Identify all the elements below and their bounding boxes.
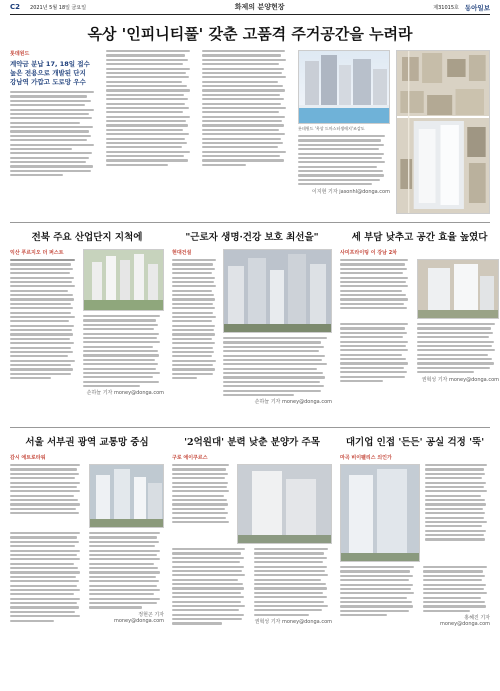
article-hyundai-tag: 현대건설: [172, 250, 192, 256]
article-hyundai-byline: 손하늘 기자 money@donga.com: [254, 399, 332, 406]
page-header: [10, 0, 490, 15]
article-gangseo-tag: 감시 에트로타워: [10, 455, 46, 461]
article-magok-tag: 마곡 비이팰리스 의인가: [340, 455, 392, 461]
article-guro: [172, 432, 332, 682]
article-magok: [340, 432, 490, 682]
article-gangseo-photo: [89, 464, 164, 528]
article-gangnam: [340, 227, 499, 423]
top-story-media: [298, 50, 490, 218]
issue-number: 제31015호: [433, 4, 459, 11]
article-magok-photo: [340, 464, 420, 562]
article-hyundai-photo: [223, 249, 332, 333]
top-story-col-4: [298, 50, 390, 218]
section-title: 화제의 분양현장: [234, 2, 285, 11]
issue-date: 2021년 5월 18일 금요일: [30, 4, 87, 11]
article-jeonbuk-title: 전북 주요 산업단지 지척에: [31, 232, 143, 243]
article-gangseo-title: 서울 서부권 광역 교통망 중심: [25, 437, 149, 448]
top-story: [10, 50, 490, 218]
rooftop-pool-photo: [298, 50, 390, 124]
article-gangnam-photo: [417, 259, 499, 319]
middle-section: [10, 227, 499, 423]
article-magok-title: 대기업 인접 '든든' 공실 걱정 '뚝': [345, 437, 485, 448]
article-gangnam-title: 세 부담 낮추고 공간 효율 높였다: [351, 232, 488, 243]
top-story-byline: 이지현 기자 jasonhl@donga.com: [311, 188, 390, 195]
apartment-aerial-photo: [396, 50, 490, 214]
bottom-section: [10, 432, 490, 682]
article-gangseo: [10, 432, 164, 682]
article-hyundai-title: "근로자 생명·건강 보호 최선을": [185, 232, 319, 243]
article-guro-tag: 구로 에이쿠르스: [172, 455, 208, 461]
main-headline: 옥상 '인피니티풀' 갖춘 고품격 주거공간을 누려라: [87, 25, 413, 43]
article-jeonbuk-tag: 익산 푸르지오 더 퍼스트: [10, 250, 64, 256]
top-story-tag: 롯데원드: [10, 51, 30, 57]
article-guro-title: '2억원대' 분력 낮춘 분양가 주목: [184, 437, 320, 448]
article-hyundai: [172, 227, 332, 423]
article-jeonbuk-photo: [83, 249, 164, 311]
article-guro-byline: 권혁성 기자 money@donga.com: [254, 619, 332, 625]
photo-caption: 롯데원드 '옥상 드마스터생애지'조감도: [298, 126, 365, 131]
article-guro-photo: [237, 464, 332, 544]
article-gangnam-byline: 권혁성 기자 money@donga.com: [421, 376, 499, 383]
newspaper-logo: 동아일보: [464, 3, 490, 12]
top-story-col-3: [202, 50, 290, 218]
article-gangseo-byline: 정현곤 기자 money@donga.com: [113, 611, 164, 624]
top-story-col-2: [106, 50, 194, 218]
article-jeonbuk-byline: 손하늘 기자 money@donga.com: [86, 390, 164, 397]
article-magok-byline: 홍혜진 기자 money@donga.com: [439, 615, 490, 628]
top-story-col-1: [10, 50, 98, 218]
top-story-subhead: 계약금 분납 17, 18일 접수 높은 전용으로 개발된 단지 강남역 가깝고 도로망 우수: [10, 60, 90, 86]
article-jeonbuk: [10, 227, 164, 423]
page-number: C2: [10, 3, 21, 11]
article-gangnam-tag: 사미프라이팅 이 강남 2차: [340, 250, 398, 256]
